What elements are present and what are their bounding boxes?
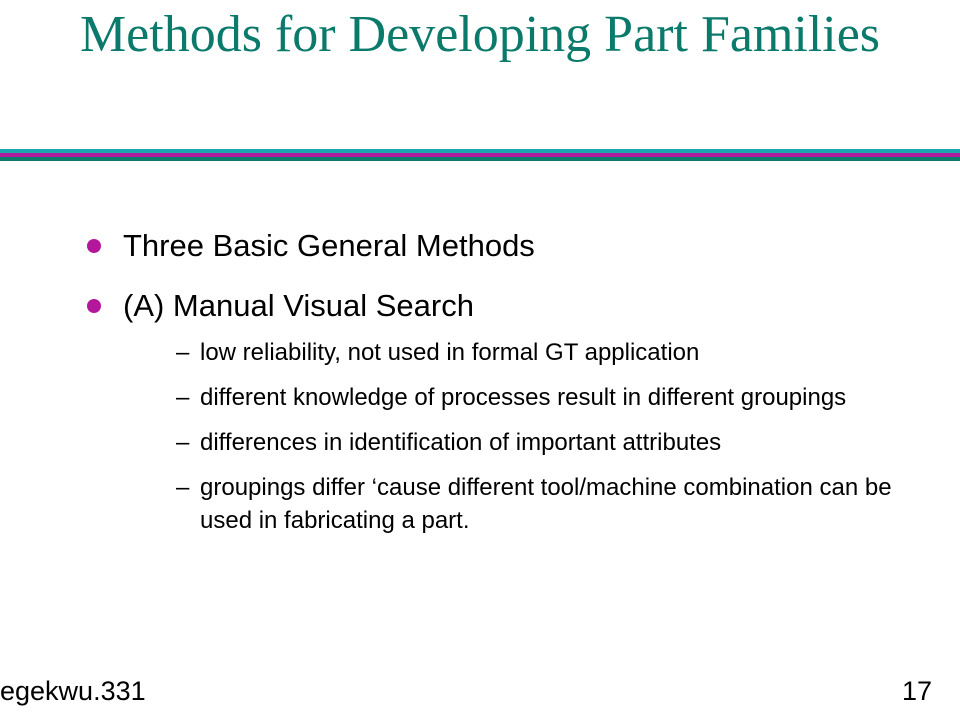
bullet-dot-icon: [87, 239, 101, 253]
title-rule-bottom: [0, 157, 960, 161]
sub-bullet-item: [176, 336, 916, 369]
slide-number: 17: [901, 676, 932, 706]
bullet-item: [82, 276, 942, 336]
dash-marker: –: [176, 339, 190, 366]
dash-marker: –: [176, 384, 190, 411]
dash-marker: –: [176, 474, 190, 501]
sub-bullet-text: differences in identification of important attributes: [200, 429, 722, 456]
slide-title: Methods for Developing Part Families: [79, 6, 881, 63]
dash-marker: –: [176, 429, 190, 456]
sub-bullet-list: [176, 336, 916, 549]
bullet-text: Three Basic General Methods: [123, 228, 535, 263]
bullet-list: [82, 216, 942, 336]
sub-bullet-item: [176, 426, 916, 459]
sub-bullet-text: low reliability, not used in formal GT application: [200, 339, 700, 366]
footer-course-code: egekwu.331: [0, 676, 146, 706]
bullet-dot-icon: [87, 299, 101, 313]
sub-bullet-item: [176, 381, 916, 414]
sub-bullet-text: groupings differ ‘cause different tool/machine combination can be used in fabricating a part.: [200, 474, 892, 534]
bullet-item: [82, 216, 942, 276]
sub-bullet-text: different knowledge of processes result in different groupings: [200, 384, 847, 411]
sub-bullet-item: [176, 471, 916, 537]
bullet-text: (A) Manual Visual Search: [123, 288, 474, 323]
